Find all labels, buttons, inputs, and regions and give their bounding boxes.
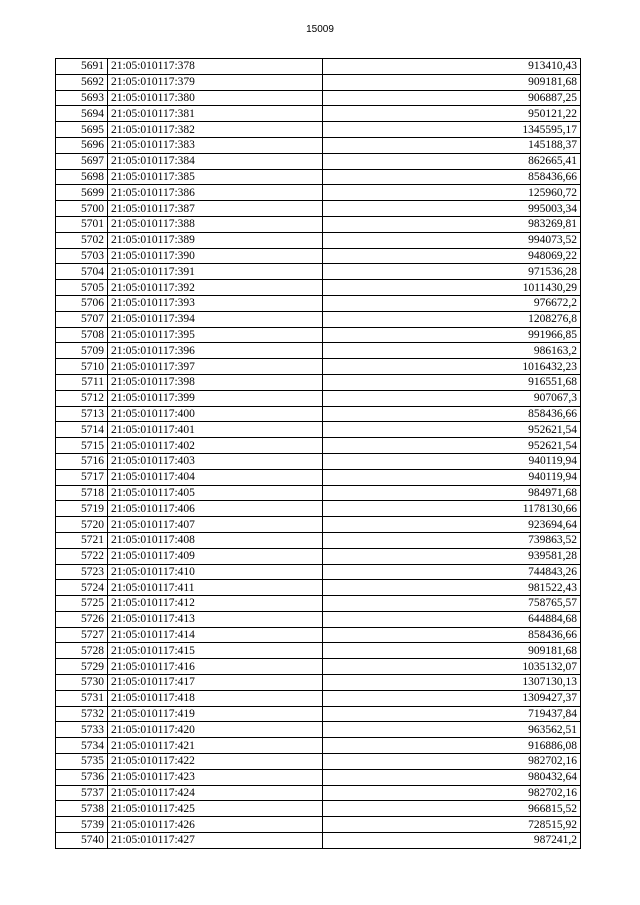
table-row xyxy=(56,469,581,485)
row-number-cell: 5700 xyxy=(56,201,108,217)
row-number-cell: 5725 xyxy=(56,596,108,612)
cadastral-number-cell: 21:05:010117:379 xyxy=(108,74,323,90)
table-row xyxy=(56,643,581,659)
cadastral-number-cell: 21:05:010117:400 xyxy=(108,406,323,422)
cadastral-value-cell: 950121,22 xyxy=(323,106,581,122)
table-row xyxy=(56,548,581,564)
table-row xyxy=(56,359,581,375)
table-row xyxy=(56,422,581,438)
row-number-cell: 5724 xyxy=(56,580,108,596)
cadastral-value-cell: 916551,68 xyxy=(323,374,581,390)
table-row xyxy=(56,232,581,248)
cadastral-value-cell: 963562,51 xyxy=(323,722,581,738)
cadastral-value-cell: 744843,26 xyxy=(323,564,581,580)
cadastral-number-cell: 21:05:010117:396 xyxy=(108,343,323,359)
table-row xyxy=(56,327,581,343)
table-row xyxy=(56,185,581,201)
cadastral-number-cell: 21:05:010117:410 xyxy=(108,564,323,580)
row-number-cell: 5698 xyxy=(56,169,108,185)
cadastral-number-cell: 21:05:010117:401 xyxy=(108,422,323,438)
row-number-cell: 5722 xyxy=(56,548,108,564)
cadastral-number-cell: 21:05:010117:424 xyxy=(108,785,323,801)
cadastral-value-cell: 994073,52 xyxy=(323,232,581,248)
row-number-cell: 5719 xyxy=(56,501,108,517)
cadastral-value-cell: 987241,2 xyxy=(323,833,581,849)
cadastral-number-cell: 21:05:010117:404 xyxy=(108,469,323,485)
table-row xyxy=(56,90,581,106)
cadastral-number-cell: 21:05:010117:417 xyxy=(108,675,323,691)
cadastral-number-cell: 21:05:010117:418 xyxy=(108,690,323,706)
cadastral-number-cell: 21:05:010117:406 xyxy=(108,501,323,517)
cadastral-number-cell: 21:05:010117:412 xyxy=(108,596,323,612)
cadastral-value-cell: 1178130,66 xyxy=(323,501,581,517)
row-number-cell: 5706 xyxy=(56,295,108,311)
cadastral-value-cell: 1307130,13 xyxy=(323,675,581,691)
cadastral-number-cell: 21:05:010117:423 xyxy=(108,769,323,785)
table-row xyxy=(56,280,581,296)
table-row xyxy=(56,532,581,548)
cadastral-number-cell: 21:05:010117:386 xyxy=(108,185,323,201)
cadastral-number-cell: 21:05:010117:422 xyxy=(108,754,323,770)
cadastral-value-cell: 862665,41 xyxy=(323,153,581,169)
cadastral-value-cell: 952621,54 xyxy=(323,438,581,454)
row-number-cell: 5712 xyxy=(56,390,108,406)
row-number-cell: 5716 xyxy=(56,453,108,469)
row-number-cell: 5718 xyxy=(56,485,108,501)
row-number-cell: 5728 xyxy=(56,643,108,659)
cadastral-number-cell: 21:05:010117:397 xyxy=(108,359,323,375)
cadastral-value-cell: 909181,68 xyxy=(323,643,581,659)
table-row xyxy=(56,517,581,533)
row-number-cell: 5692 xyxy=(56,74,108,90)
cadastral-number-cell: 21:05:010117:408 xyxy=(108,532,323,548)
cadastral-value-cell: 923694,64 xyxy=(323,517,581,533)
cadastral-value-cell: 952621,54 xyxy=(323,422,581,438)
row-number-cell: 5697 xyxy=(56,153,108,169)
cadastral-value-cell: 728515,92 xyxy=(323,817,581,833)
cadastral-number-cell: 21:05:010117:420 xyxy=(108,722,323,738)
row-number-cell: 5737 xyxy=(56,785,108,801)
row-number-cell: 5714 xyxy=(56,422,108,438)
cadastral-value-cell: 940119,94 xyxy=(323,453,581,469)
cadastral-value-cell: 1035132,07 xyxy=(323,659,581,675)
table-row xyxy=(56,264,581,280)
cadastral-value-cell: 1208276,8 xyxy=(323,311,581,327)
page-number: 15009 xyxy=(306,24,334,35)
cadastral-value-cell: 913410,43 xyxy=(323,59,581,75)
cadastral-value-cell: 909181,68 xyxy=(323,74,581,90)
row-number-cell: 5739 xyxy=(56,817,108,833)
row-number-cell: 5735 xyxy=(56,754,108,770)
row-number-cell: 5738 xyxy=(56,801,108,817)
row-number-cell: 5691 xyxy=(56,59,108,75)
table-row xyxy=(56,137,581,153)
row-number-cell: 5701 xyxy=(56,216,108,232)
row-number-cell: 5729 xyxy=(56,659,108,675)
row-number-cell: 5693 xyxy=(56,90,108,106)
table-row xyxy=(56,769,581,785)
cadastral-value-cell: 916886,08 xyxy=(323,738,581,754)
cadastral-number-cell: 21:05:010117:415 xyxy=(108,643,323,659)
cadastral-value-cell: 719437,84 xyxy=(323,706,581,722)
table-row xyxy=(56,153,581,169)
cadastral-number-cell: 21:05:010117:380 xyxy=(108,90,323,106)
table-body xyxy=(56,59,581,849)
table-row xyxy=(56,453,581,469)
cadastral-value-cell: 991966,85 xyxy=(323,327,581,343)
cadastral-number-cell: 21:05:010117:393 xyxy=(108,295,323,311)
table-row xyxy=(56,201,581,217)
table-row xyxy=(56,501,581,517)
cadastral-value-cell: 986163,2 xyxy=(323,343,581,359)
cadastral-value-cell: 125960,72 xyxy=(323,185,581,201)
row-number-cell: 5702 xyxy=(56,232,108,248)
row-number-cell: 5731 xyxy=(56,690,108,706)
cadastral-value-cell: 1011430,29 xyxy=(323,280,581,296)
cadastral-number-cell: 21:05:010117:387 xyxy=(108,201,323,217)
table-row xyxy=(56,59,581,75)
table-row xyxy=(56,564,581,580)
table-row xyxy=(56,611,581,627)
table-row xyxy=(56,374,581,390)
cadastral-number-cell: 21:05:010117:385 xyxy=(108,169,323,185)
cadastral-number-cell: 21:05:010117:381 xyxy=(108,106,323,122)
row-number-cell: 5696 xyxy=(56,137,108,153)
cadastral-number-cell: 21:05:010117:398 xyxy=(108,374,323,390)
cadastral-value-cell: 145188,37 xyxy=(323,137,581,153)
row-number-cell: 5717 xyxy=(56,469,108,485)
cadastral-number-cell: 21:05:010117:394 xyxy=(108,311,323,327)
cadastral-value-cell: 907067,3 xyxy=(323,390,581,406)
cadastral-value-cell: 982702,16 xyxy=(323,785,581,801)
row-number-cell: 5736 xyxy=(56,769,108,785)
cadastral-value-cell: 858436,66 xyxy=(323,627,581,643)
cadastral-value-cell: 939581,28 xyxy=(323,548,581,564)
table-row xyxy=(56,706,581,722)
row-number-cell: 5733 xyxy=(56,722,108,738)
table-row xyxy=(56,627,581,643)
cadastral-value-cell: 858436,66 xyxy=(323,169,581,185)
table-row xyxy=(56,122,581,138)
row-number-cell: 5711 xyxy=(56,374,108,390)
table-row xyxy=(56,754,581,770)
cadastral-value-cell: 644884,68 xyxy=(323,611,581,627)
table-row xyxy=(56,738,581,754)
cadastral-value-cell: 966815,52 xyxy=(323,801,581,817)
row-number-cell: 5699 xyxy=(56,185,108,201)
row-number-cell: 5715 xyxy=(56,438,108,454)
row-number-cell: 5726 xyxy=(56,611,108,627)
row-number-cell: 5730 xyxy=(56,675,108,691)
row-number-cell: 5705 xyxy=(56,280,108,296)
cadastral-value-cell: 758765,57 xyxy=(323,596,581,612)
row-number-cell: 5732 xyxy=(56,706,108,722)
cadastral-number-cell: 21:05:010117:403 xyxy=(108,453,323,469)
row-number-cell: 5709 xyxy=(56,343,108,359)
cadastral-number-cell: 21:05:010117:402 xyxy=(108,438,323,454)
cadastral-number-cell: 21:05:010117:391 xyxy=(108,264,323,280)
table-row xyxy=(56,722,581,738)
cadastral-value-cell: 971536,28 xyxy=(323,264,581,280)
cadastral-value-cell: 940119,94 xyxy=(323,469,581,485)
cadastral-number-cell: 21:05:010117:378 xyxy=(108,59,323,75)
row-number-cell: 5695 xyxy=(56,122,108,138)
table-row xyxy=(56,659,581,675)
table-row xyxy=(56,311,581,327)
cadastral-number-cell: 21:05:010117:419 xyxy=(108,706,323,722)
cadastral-number-cell: 21:05:010117:426 xyxy=(108,817,323,833)
cadastral-number-cell: 21:05:010117:392 xyxy=(108,280,323,296)
cadastral-value-cell: 1016432,23 xyxy=(323,359,581,375)
cadastral-number-cell: 21:05:010117:384 xyxy=(108,153,323,169)
row-number-cell: 5734 xyxy=(56,738,108,754)
row-number-cell: 5694 xyxy=(56,106,108,122)
table-row xyxy=(56,596,581,612)
cadastral-value-cell: 906887,25 xyxy=(323,90,581,106)
table-row xyxy=(56,785,581,801)
cadastral-number-cell: 21:05:010117:409 xyxy=(108,548,323,564)
cadastral-number-cell: 21:05:010117:416 xyxy=(108,659,323,675)
cadastral-number-cell: 21:05:010117:411 xyxy=(108,580,323,596)
cadastral-value-cell: 1345595,17 xyxy=(323,122,581,138)
cadastral-number-cell: 21:05:010117:413 xyxy=(108,611,323,627)
cadastral-value-table xyxy=(55,58,581,849)
cadastral-value-cell: 739863,52 xyxy=(323,532,581,548)
row-number-cell: 5708 xyxy=(56,327,108,343)
cadastral-number-cell: 21:05:010117:388 xyxy=(108,216,323,232)
row-number-cell: 5727 xyxy=(56,627,108,643)
cadastral-value-cell: 976672,2 xyxy=(323,295,581,311)
table-row xyxy=(56,833,581,849)
row-number-cell: 5713 xyxy=(56,406,108,422)
table-row xyxy=(56,485,581,501)
row-number-cell: 5703 xyxy=(56,248,108,264)
cadastral-number-cell: 21:05:010117:421 xyxy=(108,738,323,754)
table-row xyxy=(56,106,581,122)
cadastral-number-cell: 21:05:010117:395 xyxy=(108,327,323,343)
cadastral-number-cell: 21:05:010117:399 xyxy=(108,390,323,406)
row-number-cell: 5704 xyxy=(56,264,108,280)
cadastral-number-cell: 21:05:010117:407 xyxy=(108,517,323,533)
table-row xyxy=(56,438,581,454)
table-row xyxy=(56,580,581,596)
cadastral-number-cell: 21:05:010117:382 xyxy=(108,122,323,138)
cadastral-number-cell: 21:05:010117:405 xyxy=(108,485,323,501)
table-row xyxy=(56,801,581,817)
table-row xyxy=(56,248,581,264)
table-row xyxy=(56,216,581,232)
cadastral-value-cell: 995003,34 xyxy=(323,201,581,217)
row-number-cell: 5710 xyxy=(56,359,108,375)
cadastral-number-cell: 21:05:010117:389 xyxy=(108,232,323,248)
cadastral-value-cell: 983269,81 xyxy=(323,216,581,232)
table-row xyxy=(56,390,581,406)
cadastral-value-cell: 858436,66 xyxy=(323,406,581,422)
table-row xyxy=(56,295,581,311)
cadastral-number-cell: 21:05:010117:414 xyxy=(108,627,323,643)
cadastral-number-cell: 21:05:010117:425 xyxy=(108,801,323,817)
table-row xyxy=(56,817,581,833)
table-row xyxy=(56,406,581,422)
cadastral-value-cell: 948069,22 xyxy=(323,248,581,264)
row-number-cell: 5740 xyxy=(56,833,108,849)
table-row xyxy=(56,690,581,706)
table-row xyxy=(56,169,581,185)
cadastral-value-cell: 981522,43 xyxy=(323,580,581,596)
table-row xyxy=(56,675,581,691)
row-number-cell: 5723 xyxy=(56,564,108,580)
cadastral-value-cell: 980432,64 xyxy=(323,769,581,785)
cadastral-value-cell: 984971,68 xyxy=(323,485,581,501)
cadastral-value-cell: 982702,16 xyxy=(323,754,581,770)
row-number-cell: 5720 xyxy=(56,517,108,533)
table-row xyxy=(56,343,581,359)
cadastral-number-cell: 21:05:010117:427 xyxy=(108,833,323,849)
cadastral-value-cell: 1309427,37 xyxy=(323,690,581,706)
row-number-cell: 5721 xyxy=(56,532,108,548)
table-row xyxy=(56,74,581,90)
cadastral-number-cell: 21:05:010117:383 xyxy=(108,137,323,153)
row-number-cell: 5707 xyxy=(56,311,108,327)
cadastral-number-cell: 21:05:010117:390 xyxy=(108,248,323,264)
